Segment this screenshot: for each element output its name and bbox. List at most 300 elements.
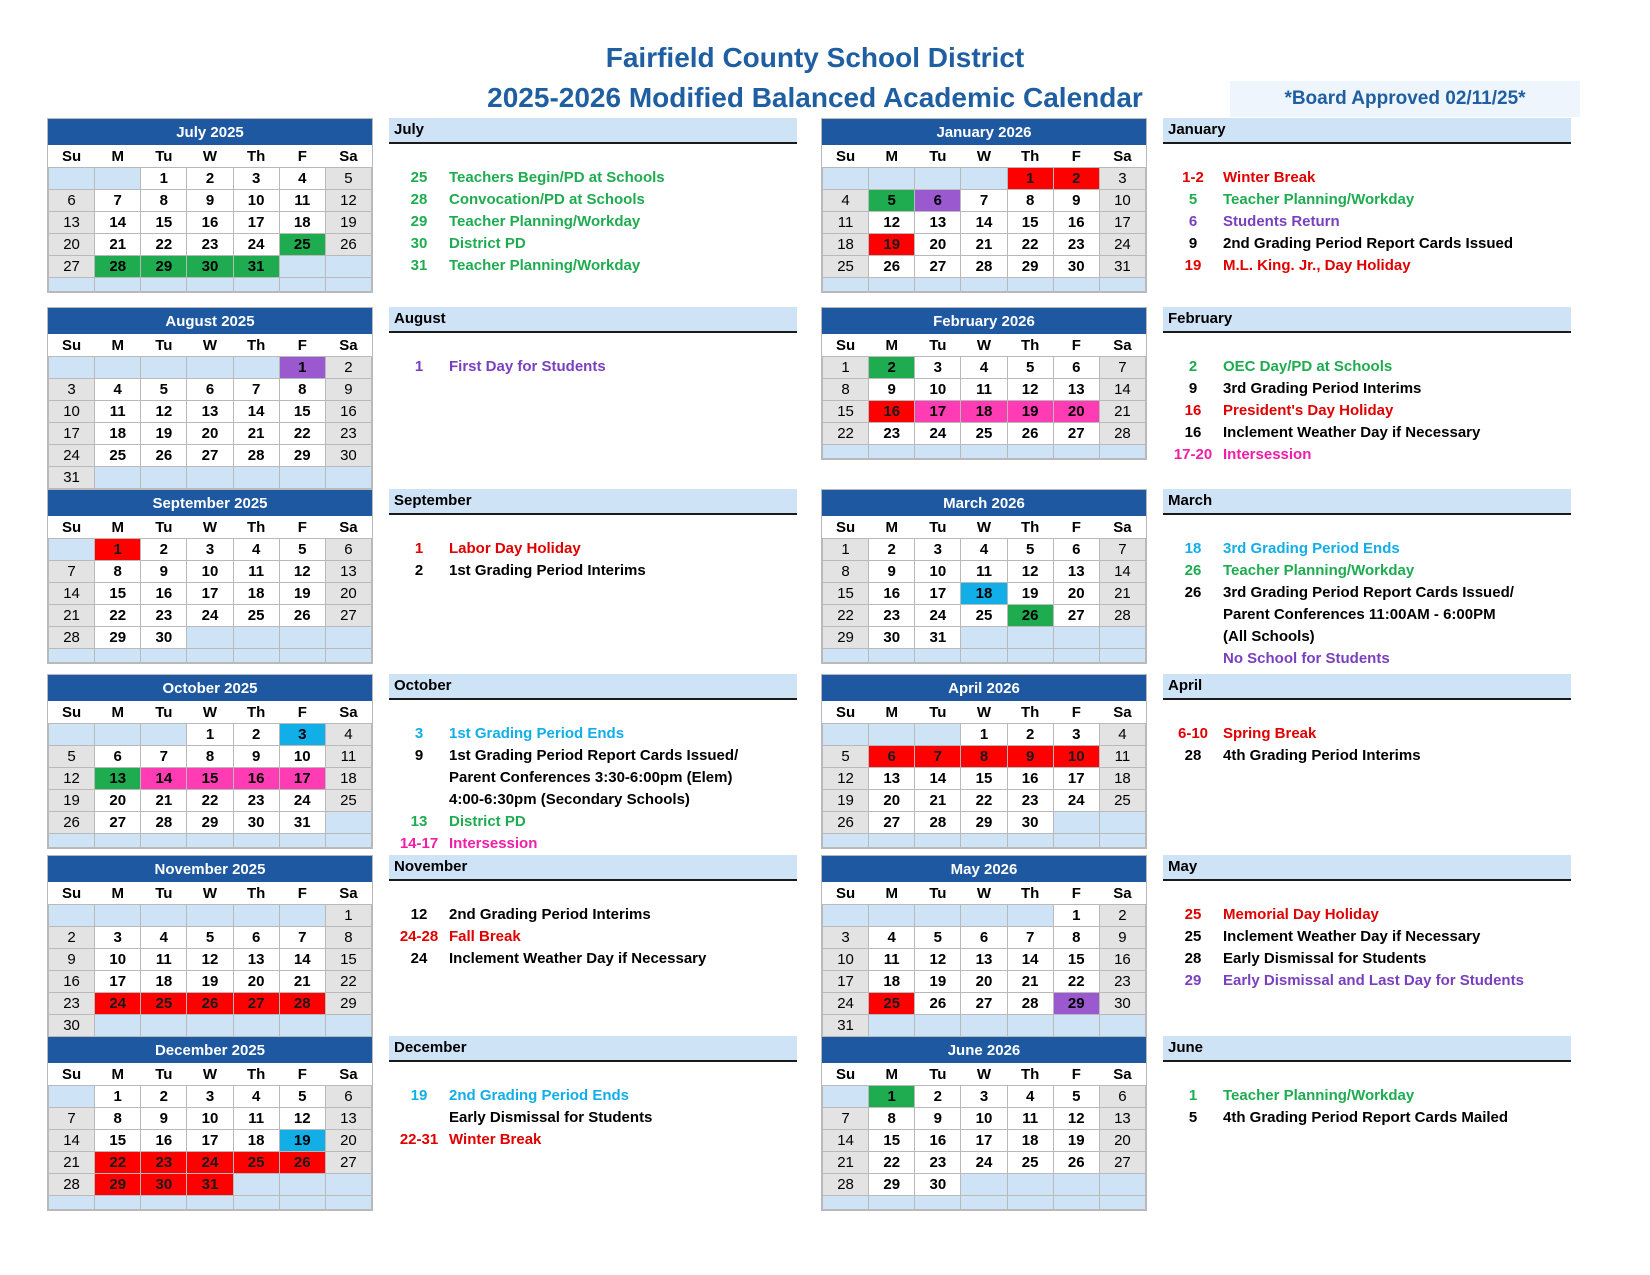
day-cell[interactable]: 23: [1007, 790, 1053, 812]
day-cell[interactable]: 6: [915, 190, 961, 212]
day-cell[interactable]: 18: [961, 401, 1007, 423]
day-cell[interactable]: 25: [141, 993, 187, 1015]
day-cell[interactable]: 27: [1053, 423, 1099, 445]
day-cell[interactable]: 25: [961, 605, 1007, 627]
day-cell[interactable]: 20: [961, 971, 1007, 993]
day-cell[interactable]: 6: [233, 927, 279, 949]
day-cell[interactable]: 30: [1053, 256, 1099, 278]
day-cell[interactable]: 9: [1007, 746, 1053, 768]
day-cell[interactable]: 3: [233, 168, 279, 190]
day-cell[interactable]: 26: [141, 445, 187, 467]
day-cell[interactable]: 11: [961, 561, 1007, 583]
day-cell[interactable]: 25: [961, 423, 1007, 445]
day-cell[interactable]: 30: [141, 627, 187, 649]
day-cell[interactable]: 16: [1053, 212, 1099, 234]
day-cell[interactable]: 8: [95, 561, 141, 583]
day-cell[interactable]: 9: [869, 379, 915, 401]
day-cell[interactable]: 25: [95, 445, 141, 467]
day-cell[interactable]: 2: [187, 168, 233, 190]
day-cell[interactable]: 24: [915, 423, 961, 445]
day-cell[interactable]: 7: [279, 927, 325, 949]
day-cell[interactable]: 19: [1007, 583, 1053, 605]
day-cell[interactable]: 18: [1007, 1130, 1053, 1152]
day-cell[interactable]: 31: [823, 1015, 869, 1037]
day-cell[interactable]: 21: [915, 790, 961, 812]
day-cell[interactable]: 10: [187, 1108, 233, 1130]
day-cell[interactable]: 15: [869, 1130, 915, 1152]
day-cell[interactable]: 6: [1099, 1086, 1145, 1108]
day-cell[interactable]: 25: [869, 993, 915, 1015]
day-cell[interactable]: 9: [869, 561, 915, 583]
day-cell[interactable]: 26: [823, 812, 869, 834]
day-cell[interactable]: 8: [961, 746, 1007, 768]
day-cell[interactable]: 27: [187, 445, 233, 467]
day-cell[interactable]: 28: [1007, 993, 1053, 1015]
day-cell[interactable]: 11: [95, 401, 141, 423]
day-cell[interactable]: 22: [823, 423, 869, 445]
day-cell[interactable]: 31: [1099, 256, 1145, 278]
day-cell[interactable]: 16: [325, 401, 371, 423]
day-cell[interactable]: 23: [1099, 971, 1145, 993]
day-cell[interactable]: 1: [279, 357, 325, 379]
day-cell[interactable]: 9: [1099, 927, 1145, 949]
day-cell[interactable]: 14: [141, 768, 187, 790]
day-cell[interactable]: 25: [233, 605, 279, 627]
day-cell[interactable]: 7: [915, 746, 961, 768]
day-cell[interactable]: 18: [141, 971, 187, 993]
day-cell[interactable]: 1: [95, 539, 141, 561]
day-cell[interactable]: 20: [869, 790, 915, 812]
day-cell[interactable]: 4: [961, 539, 1007, 561]
day-cell[interactable]: 31: [49, 467, 95, 489]
day-cell[interactable]: 2: [141, 539, 187, 561]
day-cell[interactable]: 20: [233, 971, 279, 993]
day-cell[interactable]: 17: [187, 1130, 233, 1152]
day-cell[interactable]: 18: [823, 234, 869, 256]
day-cell[interactable]: 13: [325, 561, 371, 583]
day-cell[interactable]: 16: [869, 401, 915, 423]
day-cell[interactable]: 21: [49, 1152, 95, 1174]
day-cell[interactable]: 29: [325, 993, 371, 1015]
day-cell[interactable]: 20: [187, 423, 233, 445]
day-cell[interactable]: 27: [49, 256, 95, 278]
day-cell[interactable]: 19: [279, 1130, 325, 1152]
day-cell[interactable]: 18: [95, 423, 141, 445]
day-cell[interactable]: 20: [325, 1130, 371, 1152]
day-cell[interactable]: 19: [915, 971, 961, 993]
day-cell[interactable]: 4: [1099, 724, 1145, 746]
day-cell[interactable]: 25: [1099, 790, 1145, 812]
day-cell[interactable]: 17: [187, 583, 233, 605]
day-cell[interactable]: 6: [325, 1086, 371, 1108]
day-cell[interactable]: 13: [869, 768, 915, 790]
day-cell[interactable]: 19: [1007, 401, 1053, 423]
day-cell[interactable]: 21: [1007, 971, 1053, 993]
day-cell[interactable]: 26: [279, 605, 325, 627]
day-cell[interactable]: 12: [141, 401, 187, 423]
day-cell[interactable]: 22: [141, 234, 187, 256]
day-cell[interactable]: 4: [869, 927, 915, 949]
day-cell[interactable]: 7: [233, 379, 279, 401]
day-cell[interactable]: 9: [233, 746, 279, 768]
day-cell[interactable]: 7: [49, 561, 95, 583]
day-cell[interactable]: 27: [233, 993, 279, 1015]
day-cell[interactable]: 7: [1099, 539, 1145, 561]
day-cell[interactable]: 19: [1053, 1130, 1099, 1152]
day-cell[interactable]: 22: [325, 971, 371, 993]
day-cell[interactable]: 14: [961, 212, 1007, 234]
day-cell[interactable]: 13: [1053, 379, 1099, 401]
day-cell[interactable]: 22: [1053, 971, 1099, 993]
day-cell[interactable]: 10: [823, 949, 869, 971]
day-cell[interactable]: 17: [1053, 768, 1099, 790]
day-cell[interactable]: 6: [1053, 357, 1099, 379]
day-cell[interactable]: 5: [141, 379, 187, 401]
day-cell[interactable]: 15: [325, 949, 371, 971]
day-cell[interactable]: 27: [961, 993, 1007, 1015]
day-cell[interactable]: 8: [141, 190, 187, 212]
day-cell[interactable]: 1: [1053, 905, 1099, 927]
day-cell[interactable]: 3: [95, 927, 141, 949]
day-cell[interactable]: 5: [1007, 539, 1053, 561]
day-cell[interactable]: 1: [187, 724, 233, 746]
day-cell[interactable]: 10: [961, 1108, 1007, 1130]
day-cell[interactable]: 26: [325, 234, 371, 256]
day-cell[interactable]: 31: [279, 812, 325, 834]
day-cell[interactable]: 4: [823, 190, 869, 212]
day-cell[interactable]: 11: [869, 949, 915, 971]
day-cell[interactable]: 5: [1007, 357, 1053, 379]
day-cell[interactable]: 2: [1007, 724, 1053, 746]
day-cell[interactable]: 1: [1007, 168, 1053, 190]
day-cell[interactable]: 28: [49, 1174, 95, 1196]
day-cell[interactable]: 7: [1099, 357, 1145, 379]
day-cell[interactable]: 12: [869, 212, 915, 234]
day-cell[interactable]: 5: [1053, 1086, 1099, 1108]
day-cell[interactable]: 11: [1099, 746, 1145, 768]
day-cell[interactable]: 20: [1099, 1130, 1145, 1152]
day-cell[interactable]: 3: [915, 357, 961, 379]
day-cell[interactable]: 19: [141, 423, 187, 445]
day-cell[interactable]: 4: [961, 357, 1007, 379]
day-cell[interactable]: 30: [915, 1174, 961, 1196]
day-cell[interactable]: 19: [823, 790, 869, 812]
day-cell[interactable]: 1: [961, 724, 1007, 746]
day-cell[interactable]: 12: [1007, 561, 1053, 583]
day-cell[interactable]: 23: [141, 1152, 187, 1174]
day-cell[interactable]: 9: [1053, 190, 1099, 212]
day-cell[interactable]: 5: [915, 927, 961, 949]
day-cell[interactable]: 8: [325, 927, 371, 949]
day-cell[interactable]: 23: [49, 993, 95, 1015]
day-cell[interactable]: 13: [233, 949, 279, 971]
day-cell[interactable]: 4: [325, 724, 371, 746]
day-cell[interactable]: 29: [95, 1174, 141, 1196]
day-cell[interactable]: 2: [141, 1086, 187, 1108]
day-cell[interactable]: 28: [233, 445, 279, 467]
day-cell[interactable]: 9: [49, 949, 95, 971]
day-cell[interactable]: 8: [187, 746, 233, 768]
day-cell[interactable]: 14: [823, 1130, 869, 1152]
day-cell[interactable]: 20: [1053, 401, 1099, 423]
day-cell[interactable]: 27: [869, 812, 915, 834]
day-cell[interactable]: 6: [49, 190, 95, 212]
day-cell[interactable]: 28: [279, 993, 325, 1015]
day-cell[interactable]: 7: [95, 190, 141, 212]
day-cell[interactable]: 12: [187, 949, 233, 971]
day-cell[interactable]: 3: [49, 379, 95, 401]
day-cell[interactable]: 18: [233, 583, 279, 605]
day-cell[interactable]: 3: [279, 724, 325, 746]
day-cell[interactable]: 13: [95, 768, 141, 790]
day-cell[interactable]: 1: [95, 1086, 141, 1108]
day-cell[interactable]: 17: [1099, 212, 1145, 234]
day-cell[interactable]: 28: [1099, 423, 1145, 445]
day-cell[interactable]: 16: [869, 583, 915, 605]
day-cell[interactable]: 12: [279, 1108, 325, 1130]
day-cell[interactable]: 31: [915, 627, 961, 649]
day-cell[interactable]: 8: [869, 1108, 915, 1130]
day-cell[interactable]: 27: [325, 605, 371, 627]
day-cell[interactable]: 28: [141, 812, 187, 834]
day-cell[interactable]: 19: [49, 790, 95, 812]
day-cell[interactable]: 15: [141, 212, 187, 234]
day-cell[interactable]: 11: [823, 212, 869, 234]
day-cell[interactable]: 11: [1007, 1108, 1053, 1130]
day-cell[interactable]: 13: [1099, 1108, 1145, 1130]
day-cell[interactable]: 2: [915, 1086, 961, 1108]
day-cell[interactable]: 20: [95, 790, 141, 812]
day-cell[interactable]: 21: [1099, 401, 1145, 423]
day-cell[interactable]: 30: [1099, 993, 1145, 1015]
day-cell[interactable]: 11: [233, 561, 279, 583]
day-cell[interactable]: 15: [95, 1130, 141, 1152]
day-cell[interactable]: 25: [233, 1152, 279, 1174]
day-cell[interactable]: 19: [325, 212, 371, 234]
day-cell[interactable]: 5: [279, 1086, 325, 1108]
day-cell[interactable]: 3: [823, 927, 869, 949]
day-cell[interactable]: 12: [1053, 1108, 1099, 1130]
day-cell[interactable]: 14: [1099, 561, 1145, 583]
day-cell[interactable]: 10: [915, 379, 961, 401]
day-cell[interactable]: 13: [325, 1108, 371, 1130]
day-cell[interactable]: 10: [1053, 746, 1099, 768]
day-cell[interactable]: 21: [823, 1152, 869, 1174]
day-cell[interactable]: 9: [325, 379, 371, 401]
day-cell[interactable]: 8: [279, 379, 325, 401]
day-cell[interactable]: 26: [187, 993, 233, 1015]
day-cell[interactable]: 21: [1099, 583, 1145, 605]
day-cell[interactable]: 7: [141, 746, 187, 768]
day-cell[interactable]: 13: [1053, 561, 1099, 583]
day-cell[interactable]: 8: [823, 561, 869, 583]
day-cell[interactable]: 17: [961, 1130, 1007, 1152]
day-cell[interactable]: 22: [187, 790, 233, 812]
day-cell[interactable]: 5: [279, 539, 325, 561]
day-cell[interactable]: 2: [1099, 905, 1145, 927]
day-cell[interactable]: 4: [141, 927, 187, 949]
day-cell[interactable]: 29: [95, 627, 141, 649]
day-cell[interactable]: 20: [325, 583, 371, 605]
day-cell[interactable]: 1: [141, 168, 187, 190]
day-cell[interactable]: 3: [1099, 168, 1145, 190]
day-cell[interactable]: 24: [95, 993, 141, 1015]
day-cell[interactable]: 7: [1007, 927, 1053, 949]
day-cell[interactable]: 8: [1007, 190, 1053, 212]
day-cell[interactable]: 4: [279, 168, 325, 190]
day-cell[interactable]: 1: [823, 539, 869, 561]
day-cell[interactable]: 26: [1053, 1152, 1099, 1174]
day-cell[interactable]: 8: [1053, 927, 1099, 949]
day-cell[interactable]: 22: [1007, 234, 1053, 256]
day-cell[interactable]: 11: [233, 1108, 279, 1130]
day-cell[interactable]: 10: [49, 401, 95, 423]
day-cell[interactable]: 15: [187, 768, 233, 790]
day-cell[interactable]: 30: [187, 256, 233, 278]
day-cell[interactable]: 12: [49, 768, 95, 790]
day-cell[interactable]: 23: [1053, 234, 1099, 256]
day-cell[interactable]: 26: [1007, 423, 1053, 445]
day-cell[interactable]: 22: [95, 1152, 141, 1174]
day-cell[interactable]: 23: [869, 423, 915, 445]
day-cell[interactable]: 26: [49, 812, 95, 834]
day-cell[interactable]: 18: [1099, 768, 1145, 790]
day-cell[interactable]: 29: [869, 1174, 915, 1196]
day-cell[interactable]: 27: [95, 812, 141, 834]
day-cell[interactable]: 6: [961, 927, 1007, 949]
day-cell[interactable]: 18: [869, 971, 915, 993]
day-cell[interactable]: 23: [325, 423, 371, 445]
day-cell[interactable]: 29: [823, 627, 869, 649]
day-cell[interactable]: 22: [95, 605, 141, 627]
day-cell[interactable]: 15: [823, 401, 869, 423]
day-cell[interactable]: 18: [961, 583, 1007, 605]
day-cell[interactable]: 2: [869, 539, 915, 561]
day-cell[interactable]: 14: [233, 401, 279, 423]
day-cell[interactable]: 10: [279, 746, 325, 768]
day-cell[interactable]: 10: [233, 190, 279, 212]
day-cell[interactable]: 7: [823, 1108, 869, 1130]
day-cell[interactable]: 14: [49, 1130, 95, 1152]
day-cell[interactable]: 17: [279, 768, 325, 790]
day-cell[interactable]: 10: [95, 949, 141, 971]
day-cell[interactable]: 1: [869, 1086, 915, 1108]
day-cell[interactable]: 6: [325, 539, 371, 561]
day-cell[interactable]: 11: [325, 746, 371, 768]
day-cell[interactable]: 2: [49, 927, 95, 949]
day-cell[interactable]: 15: [961, 768, 1007, 790]
day-cell[interactable]: 27: [325, 1152, 371, 1174]
day-cell[interactable]: 9: [141, 1108, 187, 1130]
day-cell[interactable]: 25: [279, 234, 325, 256]
day-cell[interactable]: 5: [823, 746, 869, 768]
day-cell[interactable]: 28: [961, 256, 1007, 278]
day-cell[interactable]: 21: [233, 423, 279, 445]
day-cell[interactable]: 5: [49, 746, 95, 768]
day-cell[interactable]: 10: [915, 561, 961, 583]
day-cell[interactable]: 16: [49, 971, 95, 993]
day-cell[interactable]: 13: [49, 212, 95, 234]
day-cell[interactable]: 24: [279, 790, 325, 812]
day-cell[interactable]: 28: [915, 812, 961, 834]
day-cell[interactable]: 15: [279, 401, 325, 423]
day-cell[interactable]: 17: [233, 212, 279, 234]
day-cell[interactable]: 22: [961, 790, 1007, 812]
day-cell[interactable]: 11: [961, 379, 1007, 401]
day-cell[interactable]: 27: [1053, 605, 1099, 627]
day-cell[interactable]: 16: [1007, 768, 1053, 790]
day-cell[interactable]: 6: [187, 379, 233, 401]
day-cell[interactable]: 24: [915, 605, 961, 627]
day-cell[interactable]: 5: [869, 190, 915, 212]
day-cell[interactable]: 1: [325, 905, 371, 927]
day-cell[interactable]: 25: [823, 256, 869, 278]
day-cell[interactable]: 8: [823, 379, 869, 401]
day-cell[interactable]: 17: [915, 583, 961, 605]
day-cell[interactable]: 19: [187, 971, 233, 993]
day-cell[interactable]: 30: [869, 627, 915, 649]
day-cell[interactable]: 12: [279, 561, 325, 583]
day-cell[interactable]: 11: [141, 949, 187, 971]
day-cell[interactable]: 20: [49, 234, 95, 256]
day-cell[interactable]: 10: [1099, 190, 1145, 212]
day-cell[interactable]: 3: [1053, 724, 1099, 746]
day-cell[interactable]: 15: [823, 583, 869, 605]
day-cell[interactable]: 14: [95, 212, 141, 234]
day-cell[interactable]: 14: [1007, 949, 1053, 971]
day-cell[interactable]: 3: [915, 539, 961, 561]
day-cell[interactable]: 16: [1099, 949, 1145, 971]
day-cell[interactable]: 20: [1053, 583, 1099, 605]
day-cell[interactable]: 2: [233, 724, 279, 746]
day-cell[interactable]: 7: [49, 1108, 95, 1130]
day-cell[interactable]: 24: [961, 1152, 1007, 1174]
day-cell[interactable]: 12: [823, 768, 869, 790]
day-cell[interactable]: 26: [279, 1152, 325, 1174]
day-cell[interactable]: 21: [141, 790, 187, 812]
day-cell[interactable]: 16: [141, 1130, 187, 1152]
day-cell[interactable]: 1: [823, 357, 869, 379]
day-cell[interactable]: 26: [1007, 605, 1053, 627]
day-cell[interactable]: 6: [869, 746, 915, 768]
day-cell[interactable]: 15: [1007, 212, 1053, 234]
day-cell[interactable]: 24: [823, 993, 869, 1015]
day-cell[interactable]: 28: [49, 627, 95, 649]
day-cell[interactable]: 19: [869, 234, 915, 256]
day-cell[interactable]: 4: [233, 539, 279, 561]
day-cell[interactable]: 23: [187, 234, 233, 256]
day-cell[interactable]: 24: [187, 1152, 233, 1174]
day-cell[interactable]: 16: [233, 768, 279, 790]
day-cell[interactable]: 12: [915, 949, 961, 971]
day-cell[interactable]: 21: [961, 234, 1007, 256]
day-cell[interactable]: 15: [1053, 949, 1099, 971]
day-cell[interactable]: 30: [233, 812, 279, 834]
day-cell[interactable]: 17: [95, 971, 141, 993]
day-cell[interactable]: 18: [325, 768, 371, 790]
day-cell[interactable]: 24: [49, 445, 95, 467]
day-cell[interactable]: 13: [915, 212, 961, 234]
day-cell[interactable]: 26: [869, 256, 915, 278]
day-cell[interactable]: 30: [1007, 812, 1053, 834]
day-cell[interactable]: 27: [1099, 1152, 1145, 1174]
day-cell[interactable]: 21: [279, 971, 325, 993]
day-cell[interactable]: 23: [869, 605, 915, 627]
day-cell[interactable]: 6: [1053, 539, 1099, 561]
day-cell[interactable]: 29: [961, 812, 1007, 834]
day-cell[interactable]: 27: [915, 256, 961, 278]
day-cell[interactable]: 23: [233, 790, 279, 812]
